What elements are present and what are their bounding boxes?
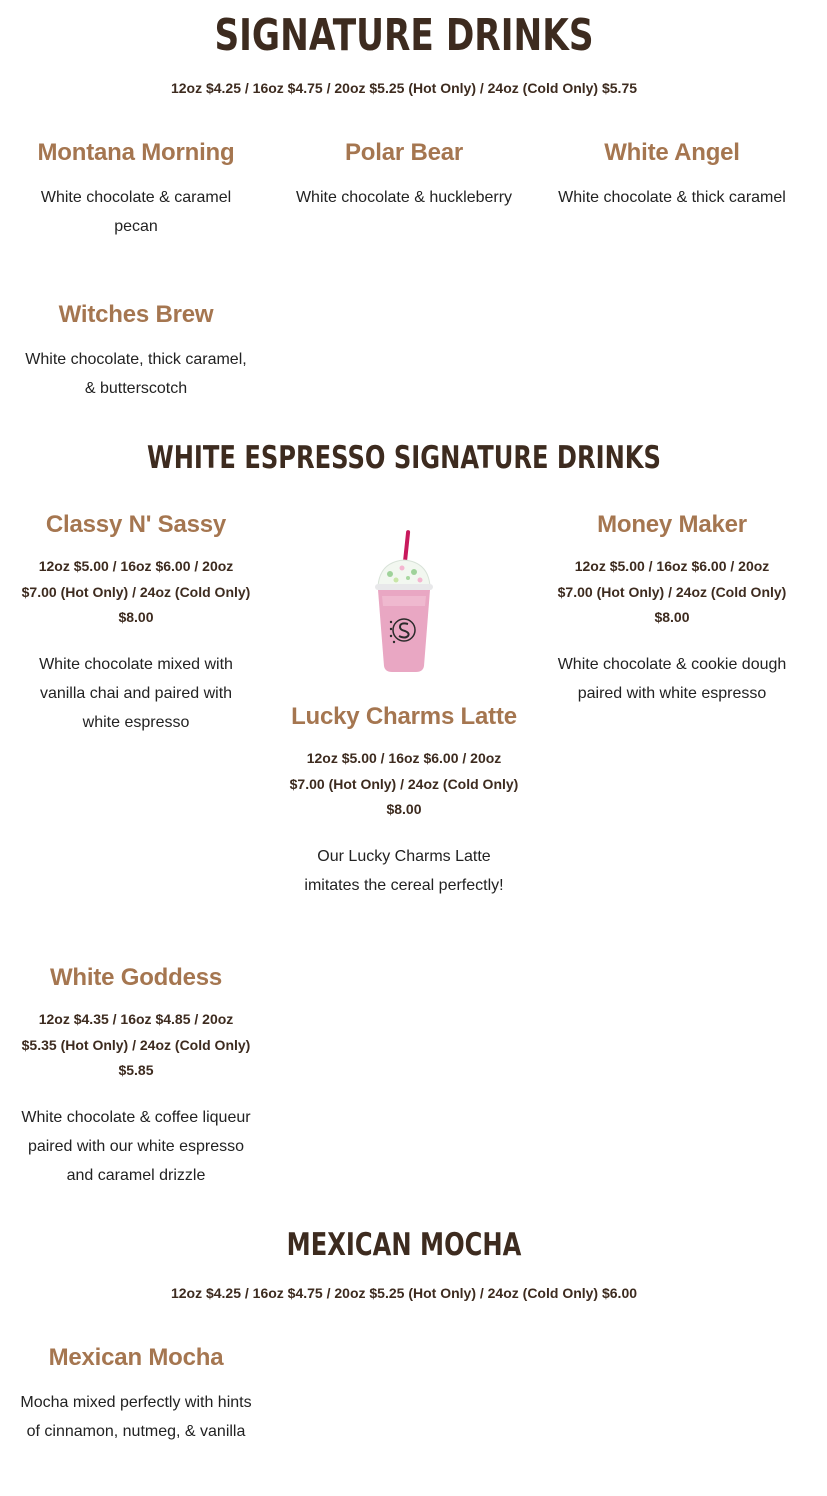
drink-price: 12oz $5.00 / 16oz $6.00 / 20oz $7.00 (Hot Only) / 24oz (Cold Only) $8.00: [289, 750, 519, 817]
white-espresso-section-title: WHITE ESPRESSO SIGNATURE DRINKS: [147, 440, 661, 476]
drink-description: White chocolate mixed with vanilla chai and paired with white espresso: [39, 655, 233, 731]
drink-description: White chocolate & thick caramel: [558, 189, 786, 206]
drink-card-lucky-charms-latte: [288, 526, 520, 900]
drink-name: White Goddess: [49, 964, 223, 991]
drink-price: 12oz $4.35 / 16oz $4.85 / 20oz $5.35 (Hot Only) / 24oz (Cold Only) $5.85: [21, 1011, 251, 1078]
drink-card-polar-bear: [288, 138, 520, 212]
mexican-mocha-section-title: MEXICAN MOCHA: [286, 1227, 522, 1263]
drink-card-white-angel: [556, 138, 788, 212]
signature-section-price: 12oz $4.25 / 16oz $4.75 / 20oz $5.25 (Hot Only) / 24oz (Cold Only) $5.75: [170, 80, 638, 96]
drink-name: Witches Brew: [58, 301, 214, 328]
drink-description: White chocolate, thick caramel, & butterscotch: [25, 351, 247, 397]
drink-card-white-goddess: [20, 963, 252, 1190]
drink-price: 12oz $5.00 / 16oz $6.00 / 20oz $7.00 (Hot Only) / 24oz (Cold Only) $8.00: [557, 558, 787, 625]
drink-description: White chocolate & cookie dough paired with white espresso: [557, 655, 787, 702]
drink-card-classy-n-sassy: [20, 510, 252, 737]
drink-card-witches-brew: [20, 300, 252, 403]
drink-card-money-maker: [556, 510, 788, 708]
signature-section-title: SIGNATURE DRINKS: [214, 10, 594, 61]
drink-price: 12oz $5.00 / 16oz $6.00 / 20oz $7.00 (Hot Only) / 24oz (Cold Only) $8.00: [21, 558, 251, 625]
drink-name: Lucky Charms Latte: [291, 703, 517, 730]
mexican-mocha-section-price: 12oz $4.25 / 16oz $4.75 / 20oz $5.25 (Hot Only) / 24oz (Cold Only) $6.00: [170, 1285, 638, 1301]
drink-description: White chocolate & caramel pecan: [40, 189, 232, 235]
drink-description: White chocolate & huckleberry: [295, 189, 513, 206]
drink-name: Classy N' Sassy: [45, 511, 227, 538]
drink-name: Polar Bear: [344, 139, 464, 166]
drink-name: Money Maker: [597, 511, 747, 538]
drink-description: Mocha mixed perfectly with hints of cinnamon, nutmeg, & vanilla: [20, 1394, 252, 1440]
drink-card-mexican-mocha: [20, 1343, 252, 1446]
drink-card-montana-morning: [20, 138, 252, 241]
drink-description: White chocolate & coffee liqueur paired with our white espresso and caramel drizzle: [21, 1108, 251, 1184]
drink-name: Mexican Mocha: [48, 1344, 224, 1371]
drink-name: White Angel: [604, 139, 740, 166]
pink-latte-cup-image: [368, 526, 440, 676]
drink-description: Our Lucky Charms Latte imitates the cereal perfectly!: [304, 847, 504, 894]
drink-name: Montana Morning: [37, 139, 235, 166]
